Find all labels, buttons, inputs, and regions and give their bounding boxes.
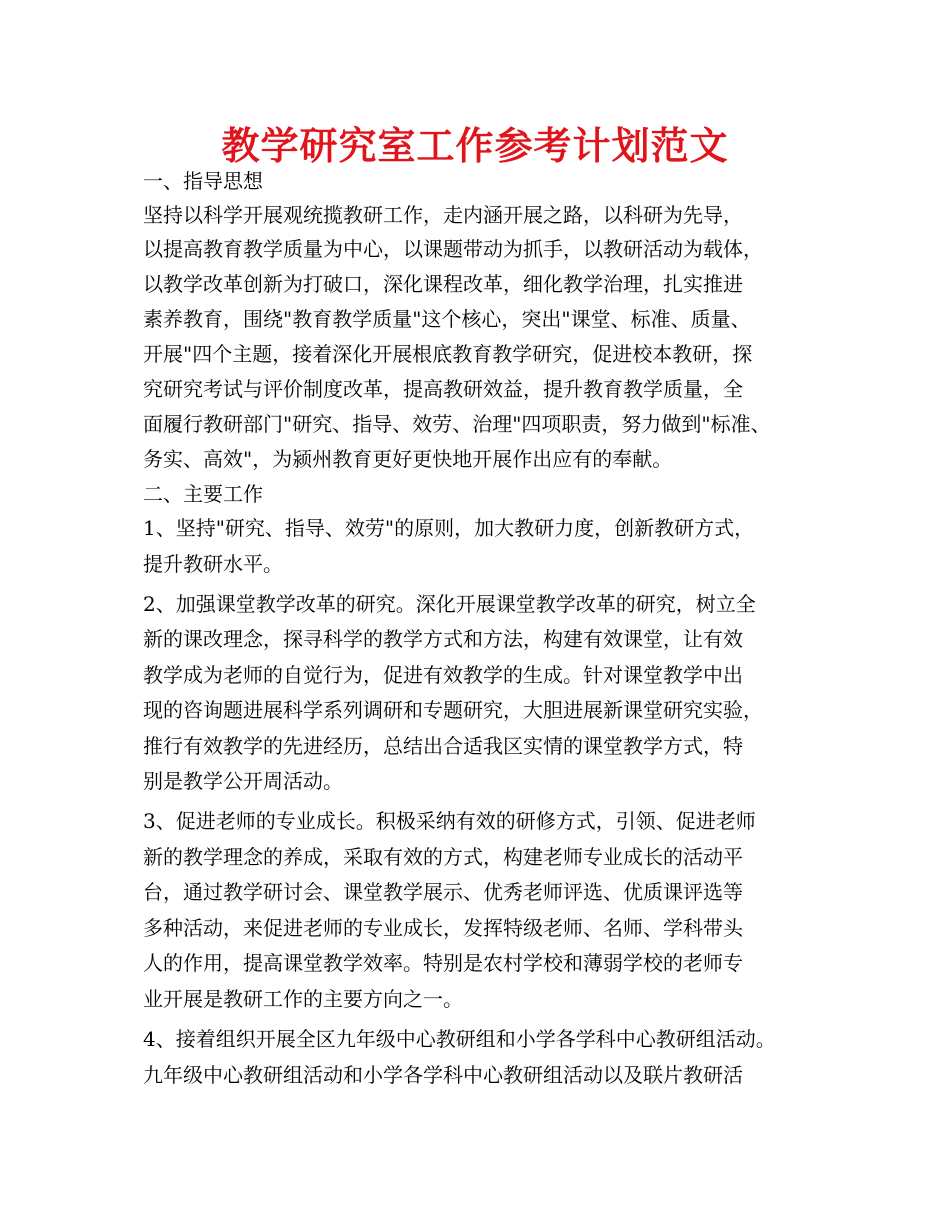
paragraph-line: 教学成为老师的自觉行为，促进有效教学的生成。针对课堂教学中出 [143, 663, 743, 687]
section-heading: 二、主要工作 [143, 482, 263, 506]
paragraph-line: 以教学改革创新为打破口，深化课程改革，细化教学治理，扎实推进 [143, 272, 743, 296]
paragraph-line: 3、促进老师的专业成长。积极采纳有效的研修方式，引领、促进老师 [143, 809, 756, 833]
paragraph-line: 现的咨询题进展科学系列调研和专题研究，大胆进展新课堂研究实验， [143, 698, 763, 722]
paragraph-line: 业开展是教研工作的主要方向之一。 [143, 987, 463, 1011]
paragraph-line: 坚持以科学开展观统揽教研工作，走内涵开展之路，以科研为先导， [143, 203, 743, 227]
paragraph-line: 多种活动，来促进老师的专业成长，发挥特级老师、名师、学科带头 [143, 916, 743, 940]
paragraph-line: 人的作用，提高课堂教学效率。特别是农村学校和薄弱学校的老师专 [143, 951, 743, 975]
paragraph-line: 面履行教研部门"研究、指导、效劳、治理"四项职责，努力做到"标准、 [143, 412, 771, 436]
paragraph-line: 新的课改理念，探寻科学的教学方式和方法，构建有效课堂，让有效 [143, 627, 743, 651]
paragraph-line: 九年级中心教研组活动和小学各学科中心教研组活动以及联片教研活 [143, 1063, 743, 1087]
paragraph-line: 开展"四个主题，接着深化开展根底教育教学研究，促进校本教研，探 [143, 342, 753, 366]
paragraph-line: 台，通过教学研讨会、课堂教学展示、优秀老师评选、优质课评选等 [143, 880, 743, 904]
paragraph-line: 2、加强课堂教学改革的研究。深化开展课堂教学改革的研究，树立全 [143, 592, 756, 616]
document-title: 教学研究室工作参考计划范文 [221, 123, 729, 168]
paragraph-line: 4、接着组织开展全区九年级中心教研组和小学各学科中心教研组活动。 [143, 1027, 776, 1051]
paragraph-line: 务实、高效"，为颍州教育更好更快地开展作出应有的奉献。 [143, 447, 673, 471]
paragraph-line: 提升教研水平。 [143, 552, 283, 576]
paragraph-line: 以提高教育教学质量为中心，以课题带动为抓手，以教研活动为载体， [143, 237, 763, 261]
paragraph-line: 推行有效教学的先进经历，总结出合适我区实情的课堂教学方式，特 [143, 734, 743, 758]
paragraph-line: 究研究考试与评价制度改革，提高教研效益，提升教育教学质量，全 [143, 377, 743, 401]
paragraph-line: 新的教学理念的养成，采取有效的方式，构建老师专业成长的活动平 [143, 845, 743, 869]
section-heading: 一、指导思想 [143, 169, 263, 193]
paragraph-line: 1、坚持"研究、指导、效劳"的原则，加大教研力度，创新教研方式， [143, 516, 755, 540]
paragraph-line: 别是教学公开周活动。 [143, 769, 343, 793]
paragraph-line: 素养教育，围绕"教育教学质量"这个核心，突出"课堂、标准、质量、 [143, 307, 751, 331]
